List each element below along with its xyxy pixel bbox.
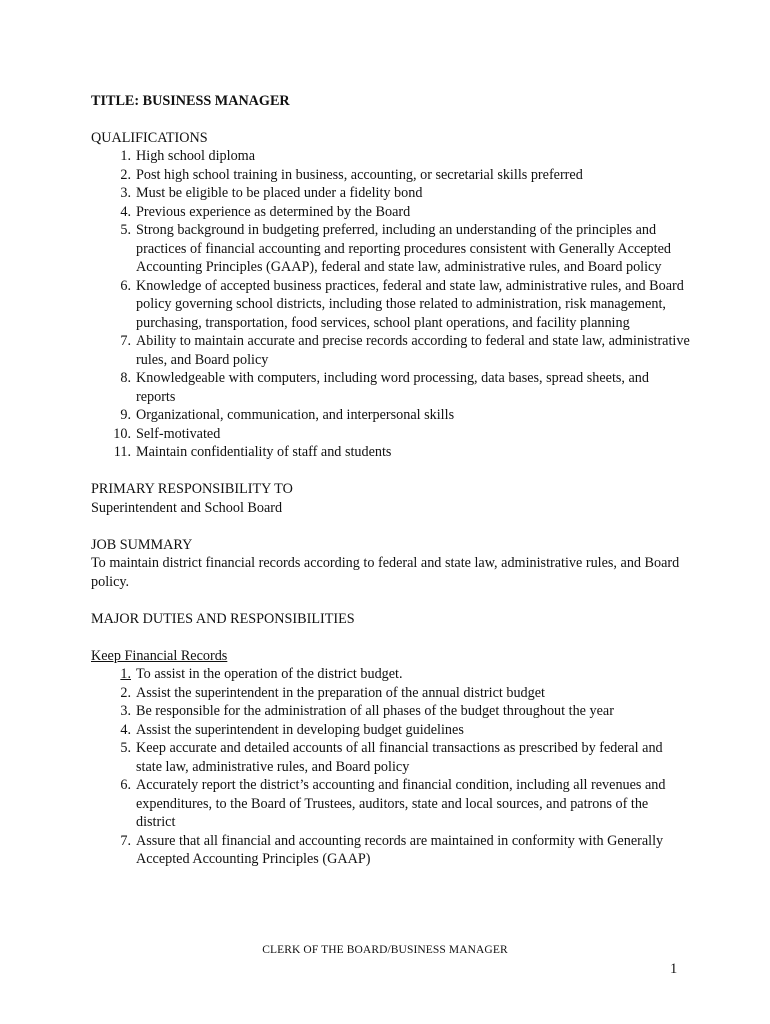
item-number: 3. [120,703,131,719]
page-number: 1 [670,961,678,977]
qualifications-section [91,129,691,462]
item-number: 7. [120,333,131,349]
item-text: Be responsible for the administration of all phases of the budget throughout the year [136,703,614,719]
list-item [91,147,691,166]
qualifications-heading: QUALIFICATIONS [91,129,208,146]
primary-responsibility-section [91,480,691,517]
document-title: TITLE: BUSINESS MANAGER [91,93,290,109]
item-text: Post high school training in business, accounting, or secretarial skills preferred [136,166,583,183]
page-footer: CLERK OF THE BOARD/BUSINESS MANAGER [262,944,508,956]
item-text: Assist the superintendent in the preparation of the annual district budget [136,684,545,701]
job-summary-heading: JOB SUMMARY [91,536,193,553]
qualifications-list [91,147,691,462]
primary-responsibility-heading: PRIMARY RESPONSIBILITY TO [91,481,293,497]
item-text: High school diploma [136,148,256,164]
major-duties-section [91,610,691,629]
list-item [91,332,691,369]
list-item [91,721,691,740]
list-item [91,425,691,444]
list-item [91,221,691,277]
item-number: 10. [113,425,131,442]
item-number: 8. [120,370,131,386]
major-duties-heading: MAJOR DUTIES AND RESPONSIBILITIES [91,610,355,627]
item-number: 4. [120,721,131,738]
job-summary-section [91,536,691,592]
item-number: 6. [120,277,131,294]
item-number: 9. [120,407,131,423]
item-number: 2. [120,166,131,183]
item-text: To assist in the operation of the district budget. [136,666,403,682]
keep-financial-records-section [91,647,691,869]
item-text: Knowledge of accepted business practices, federal and state law, administrative rules, and Board policy governing school districts, including those related to administration, risk management, purchasing, transportation, food services, school plant operations, and facility planning [136,277,684,331]
item-text: Ability to maintain accurate and precise records according to federal and state law, administrative rules, and Board policy [136,333,690,368]
list-item [91,277,691,333]
list-item [91,702,691,721]
item-text: Maintain confidentiality of staff and students [136,444,392,460]
item-text: Must be eligible to be placed under a fidelity bond [136,185,423,201]
item-number: 3. [120,185,131,201]
item-number: 11. [113,444,131,460]
list-item [91,203,691,222]
item-text: Self-motivated [136,425,221,442]
item-number: 1. [120,666,131,682]
primary-responsibility-text: Superintendent and School Board [91,499,283,516]
job-summary-text: To maintain district financial records according to federal and state law, administrative rules, and Board policy. [91,555,680,590]
list-item [91,739,691,776]
duties-list [91,665,691,869]
list-item [91,369,691,406]
item-number: 6. [120,777,131,793]
item-text: Strong background in budgeting preferred, including an understanding of the principles and practices of financial accounting and reporting procedures consistent with Generally Accepted Accounting Principles (GAAP), federal and state law, administrative rules, and Board policy [136,222,671,275]
item-text: Accurately report the district’s accounting and financial condition, including all revenues and expenditures, to the Board of Trustees, auditors, state and local sources, and patrons of the district [136,777,666,830]
item-number: 7. [120,832,131,849]
list-item [91,832,691,869]
list-item [91,184,691,203]
item-number: 4. [120,203,131,220]
item-number: 1. [120,148,131,164]
item-text: Organizational, communication, and interpersonal skills [136,407,455,423]
list-item [91,406,691,425]
list-item [91,166,691,185]
item-text: Assist the superintendent in developing budget guidelines [136,721,464,738]
keep-financial-records-heading: Keep Financial Records [91,647,228,664]
document-page [91,92,691,869]
item-number: 2. [120,684,131,701]
item-text: Knowledgeable with computers, including word processing, data bases, spread sheets, and reports [136,370,649,405]
item-number: 5. [120,222,131,238]
list-item [91,684,691,703]
item-text: Keep accurate and detailed accounts of all financial transactions as prescribed by federal and state law, administrative rules, and Board policy [136,740,663,775]
list-item [91,443,691,462]
item-text: Previous experience as determined by the Board [136,203,411,220]
list-item [91,665,691,684]
item-text: Assure that all financial and accounting records are maintained in conformity with Generally Accepted Accounting Principles (GAAP) [136,832,664,867]
list-item [91,776,691,832]
item-number: 5. [120,740,131,756]
